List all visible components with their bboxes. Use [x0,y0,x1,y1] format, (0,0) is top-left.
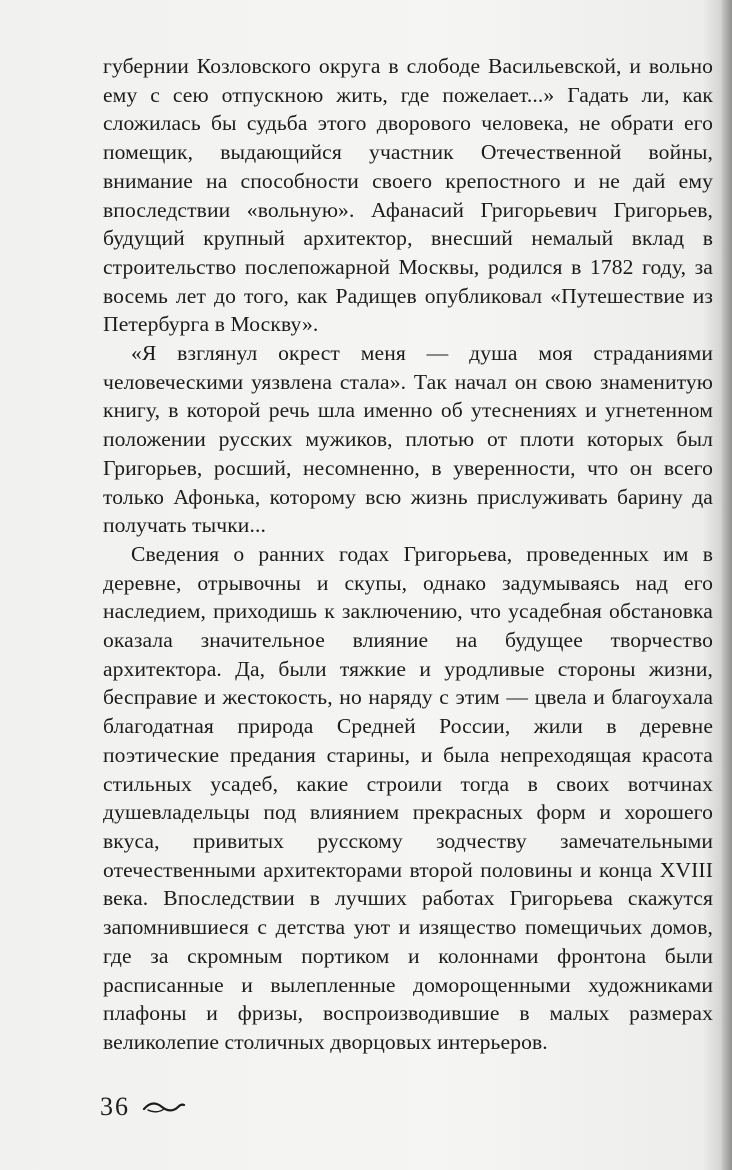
paragraph-1: губернии Козловского округа в слободе Васильевской, и вольно ему с сею отпускною жить, где пожелает...» Гадать ли, как сложилась бы судьба этого дворового человека, не обрати его помещик, выдающийся участник Отечественной войны, внимание на способности своего крепостного и не дай ему впоследствии «вольную». Афанасий Григорьевич Григорьев, будущий крупный архитектор, внесший немалый вклад в строительство послепожарной Москвы, родился в 1782 году, за восемь лет до того, как Радищев опубликовал «Путешествие из Петербурга в Москву». [103,54,713,337]
page-footer [100,1092,186,1122]
page-edge-shadow [722,0,732,1170]
page-number: 36 [100,1092,130,1121]
paragraph-2: «Я взглянул окрест меня — душа моя страданиями человеческими уязвлена стала». Так начал он свою знаменитую книгу, в которой речь шла именно об утеснениях и угнетенном положении русских мужиков, плотью от плоти которых был Григорьев, росший, несомненно, в уверенности, что он всего только Афонька, которому всю жизнь прислуживать барину да получать тычки... [103,341,713,538]
paragraph-3: Сведения о ранних годах Григорьева, проведенных им в деревне, отрывочны и скупы, однако задумываясь над его наследием, приходишь к заключению, что усадебная обстановка оказала значительное влияние на будущее творчество архитектора. Да, были тяжкие и уродливые стороны жизни, бесправие и жестокость, но наряду с этим — цвела и благоухала благодатная природа Средней России, жили в деревне поэтические предания старины, и была непреходящая красота стильных усадеб, какие строили тогда в своих вотчинах душевладельцы под влиянием прекрасных форм и хорошего вкуса, привитых русскому зодчеству замечательными отечественными архитекторами второй половины и конца XVIII века. Впоследствии в лучших работах Григорьева скажутся запомнившиеся с детства уют и изящество помещичьих домов, где за скромным портиком и колоннами фронтона были расписанные и вылепленные доморощенными художниками плафоны и фризы, воспроизводившие в малых размерах великолепие столичных дворцовых интерьеров. [103,541,713,1054]
body-text [103,52,713,1057]
swash-ornament-icon [142,1098,186,1116]
